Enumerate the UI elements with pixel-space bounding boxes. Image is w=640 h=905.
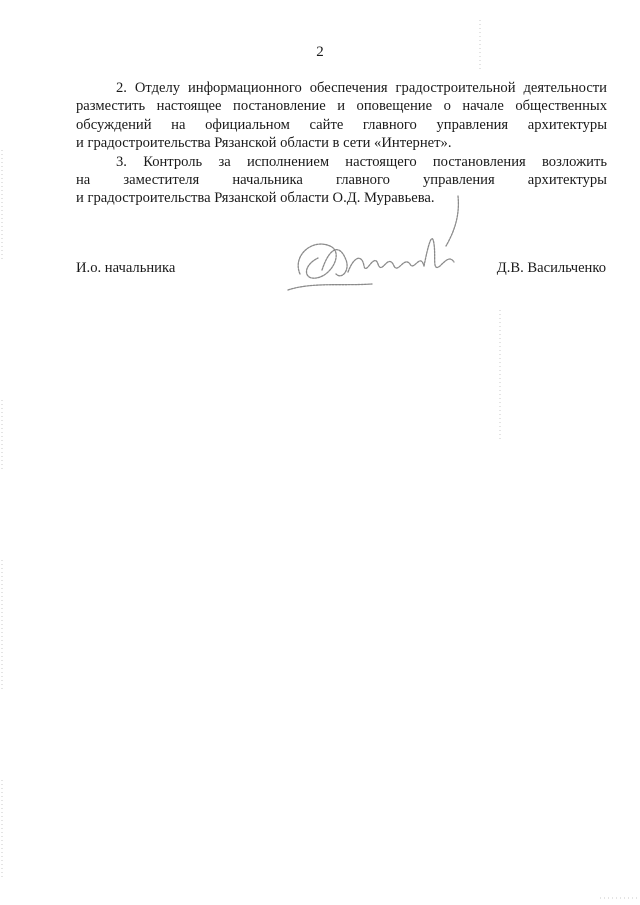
paragraph-2-line-1: 2. Отделу информационного обеспечения градостроительной деятельности bbox=[116, 80, 607, 96]
paragraph-2-line-4: и градостроительства Рязанской области в сети «Интернет». bbox=[76, 135, 452, 152]
paragraph-2-line-3: обсуждений на официальном сайте главного управления архитектуры bbox=[76, 116, 607, 133]
paragraph-3-line-2: на заместителя начальника главного управления архитектуры bbox=[76, 172, 607, 189]
paragraph-3-line-3: и градостроительства Рязанской области О.Д. Муравьева. bbox=[76, 190, 435, 207]
page-number: 2 bbox=[316, 44, 324, 60]
paragraph-3-line-1: 3. Контроль за исполнением настоящего постановления возложить bbox=[116, 153, 607, 170]
signatory-name: Д.В. Васильченко bbox=[496, 260, 606, 276]
paragraph-2-line-2: разместить настоящее постановление и оповещение о начале общественных bbox=[76, 98, 607, 115]
signatory-title: И.о. начальника bbox=[76, 260, 176, 276]
